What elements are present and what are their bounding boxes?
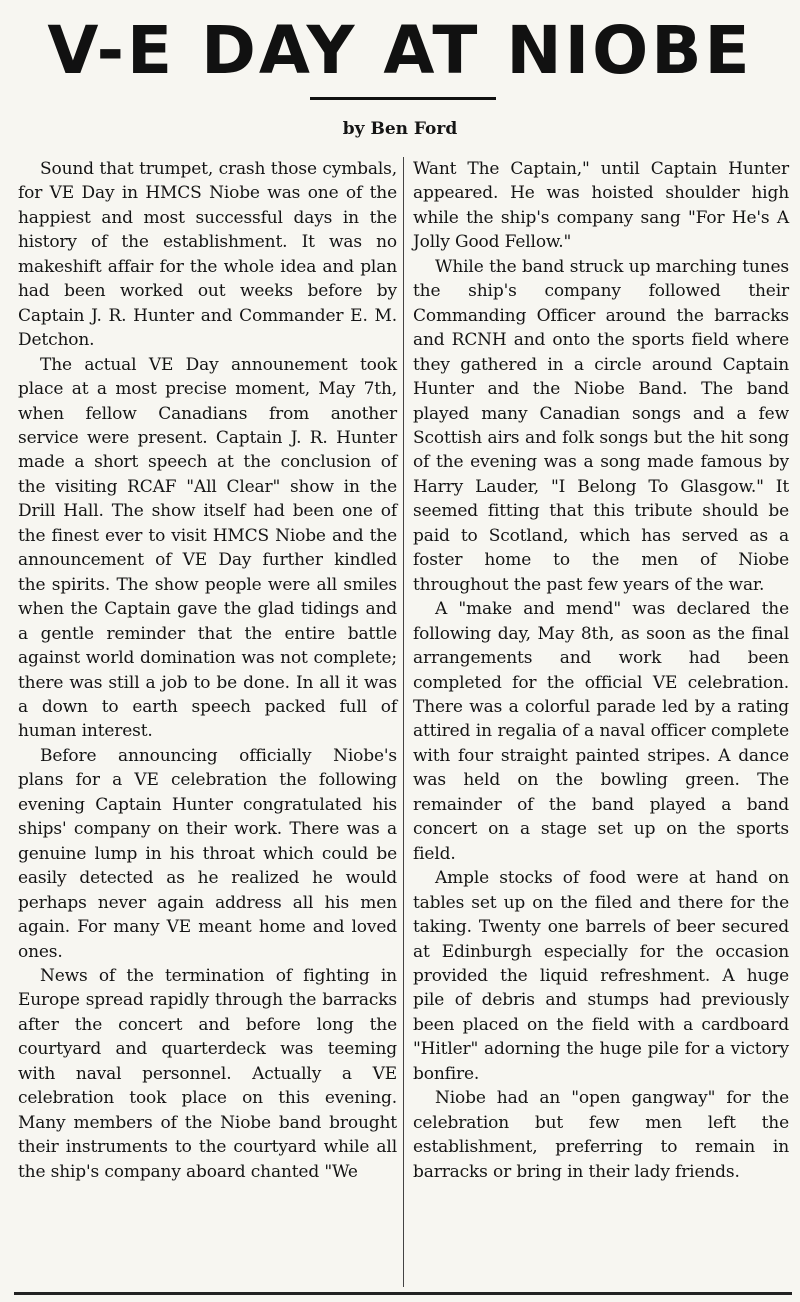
byline: by Ben Ford (342, 119, 458, 139)
paragraph: Before announcing officially Niobe's plans for a VE celebration the following evening Captain Hunter congratulated his ships' company on their work. There was a genuine lump in his throat which could be easily detected as he realized he would perhaps never again address all his men again. For many VE meant home and loved ones. (18, 745, 397, 962)
paragraph: The actual VE Day announement took place at a most precise moment, May 7th, when fellow Canadians from another service were present. Captain J. R. Hunter made a short speech at the conclusion of the visiting RCAF "All Clear" show in the Drill Hall. The show itself had been one of the finest ever to visit HMCS Niobe and the announcement of VE Day further kindled the spirits. The show people were all smiles when the Captain gave the glad tidings and a gentle reminder that the entire battle against world domination was not complete; there was still a job to be done. In all it was a down to earth speech packed full of human interest. (18, 354, 397, 742)
headline: V-E DAY AT NIOBE (47, 12, 753, 89)
left-column (18, 157, 397, 1184)
right-column (413, 157, 789, 1184)
column-divider (403, 157, 404, 1287)
paragraph: Ample stocks of food were at hand on tables set up on the filed and there for the taking. Twenty one barrels of beer secured at Edinburgh especially for the occasion provided the liquid refreshment. A huge pile of debris and stumps had previously been placed on the field with a cardboard "Hitler" adorning the huge pile for a victory bonfire. (413, 868, 789, 1084)
paragraph: Niobe had an "open gangway" for the celebration but few men left the establishment, preferring to remain in barracks or bring in their lady friends. (413, 1088, 789, 1182)
paragraph: While the band struck up marching tunes the ship's company followed their Commanding Officer around the barracks and RCNH and onto the sports field where they gathered in a circle around Captain Hunter and the Niobe Band. The band played many Canadian songs and a few Scottish airs and folk songs but the hit song of the evening was a song made famous by Harry Lauder, "I Belong To Glasgow." It seemed fitting that this tribute should be paid to Scotland, which has served as a foster home to the men of Niobe throughout the past few years of the war. (413, 256, 789, 595)
title-underline-rule (310, 97, 496, 100)
paragraph: News of the termination of fighting in Europe spread rapidly through the barracks after the concert and before long the courtyard and quarterdeck was teeming with naval personnel. Actually a VE celebration took place on this evening. Many members of the Niobe band brought their instruments to the courtyard while all the ship's company aboard chanted "We (18, 965, 397, 1182)
bottom-rule (14, 1292, 792, 1295)
paragraph: Sound that trumpet, crash those cymbals, for VE Day in HMCS Niobe was one of the happiest and most successful days in the history of the establishment. It was no makeshift affair for the whole idea and plan had been worked out weeks before by Captain J. R. Hunter and Commander E. M. Detchon. (18, 159, 397, 351)
paragraph: A "make and mend" was declared the following day, May 8th, as soon as the final arrangements and work had been completed for the official VE celebration. There was a colorful parade led by a rating attired in regalia of a naval officer complete with four straight painted stripes. A dance was held on the bowling green. The remainder of the band played a band concert on a stage set up on the sports field. (413, 599, 789, 864)
paragraph-continued: Want The Captain," until Captain Hunter appeared. He was hoisted shoulder high while the ship's company sang "For He's A Jolly Good Fellow." (413, 159, 789, 253)
